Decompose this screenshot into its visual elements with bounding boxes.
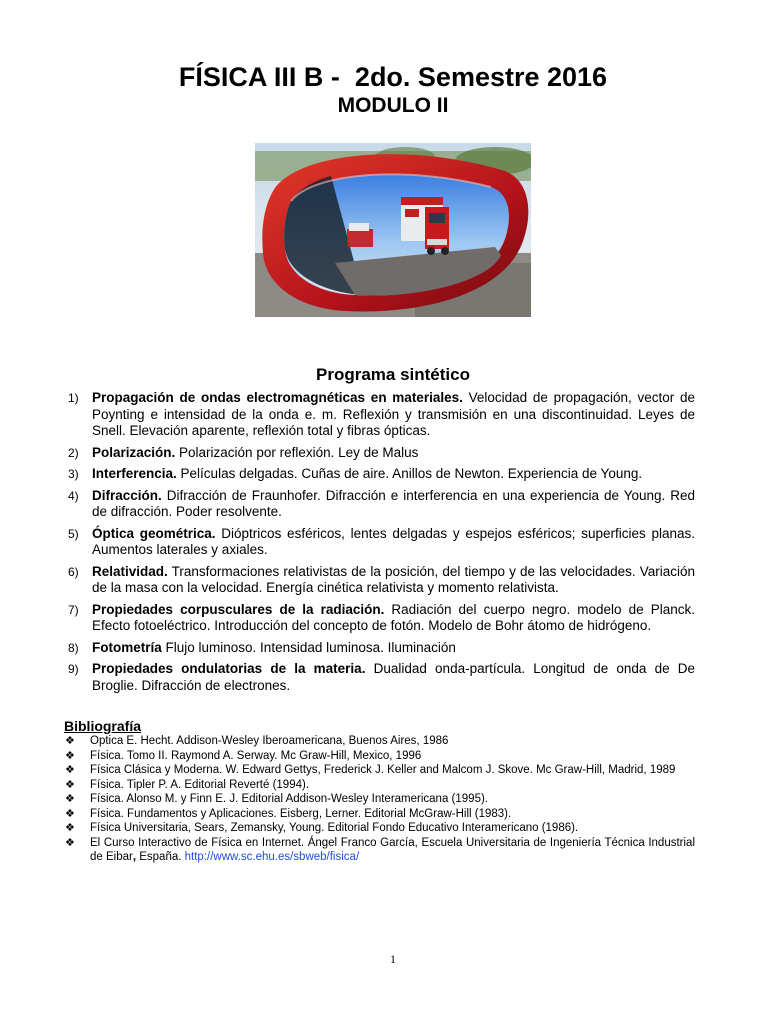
bibliography-entry-comma: , [132, 851, 137, 863]
topic-number: 6) [68, 564, 79, 579]
bibliography-entry [64, 749, 695, 764]
bibliography-entry [64, 778, 695, 793]
program-topic [64, 445, 695, 462]
bibliography-entry [64, 807, 695, 822]
topic-number: 2) [68, 445, 79, 460]
topic-description: Radiación del cuerpo negro. modelo de Planck. Efecto fotoeléctrico. Introducción del concepto de fotón. Modelo de Bohr átomo de hidrógeno. [92, 601, 695, 633]
diamond-bullet-icon: ❖ [65, 836, 75, 849]
program-topic [64, 488, 695, 521]
bibliography-entry [64, 836, 695, 865]
topic-number: 4) [68, 488, 79, 503]
diamond-bullet-icon: ❖ [65, 735, 75, 747]
program-topic [64, 640, 695, 657]
topic-description: Polarización por reflexión. Ley de Malus [175, 444, 419, 460]
topic-description: Dualidad onda-partícula. Longitud de onda de De Broglie. Difracción de electrones. [92, 661, 695, 693]
document-subtitle: MODULO II [337, 94, 449, 117]
diamond-bullet-icon: ❖ [65, 778, 75, 791]
bibliography-entry [64, 763, 695, 778]
topic-description: Transformaciones relativistas de la posición, del tiempo y de las velocidades. Variación de la masa con la velocidad. Energía cinética relativista y momento relativista. [92, 563, 695, 595]
bibliography-entry-text: Física. Alonso M. y Finn E. J. Editorial Addison-Wesley Interamericana (1995). [90, 793, 488, 805]
bibliography-list [64, 734, 695, 865]
topic-name: Relatividad. [92, 563, 168, 579]
program-topic-list [64, 390, 695, 699]
bibliography-entry-text: El Curso Interactivo de Física en Internet. Ángel Franco García, Escuela Universitaria de Ingeniería Técnica Industrial de Eibar [90, 836, 695, 863]
program-topic [64, 526, 695, 559]
topic-number: 5) [68, 526, 79, 541]
topic-name: Propiedades corpusculares de la radiación. [92, 601, 385, 617]
bibliography-entry-text: Física. Tomo II. Raymond A. Serway. Mc Graw-Hill, Mexico, 1996 [90, 749, 422, 762]
bibliography-entry-text: Física. Tipler P. A. Editorial Reverté (1994). [90, 778, 310, 791]
bibliography-entry-text: Física Clásica y Moderna. W. Edward Gettys, Frederick J. Keller and Malcom J. Skove. Mc Graw-Hill, Madrid, 1989 [90, 764, 676, 776]
diamond-bullet-icon: ❖ [65, 749, 75, 762]
bibliography-entry-country: España. [136, 851, 185, 863]
topic-description: Velocidad de propagación, vector de Poynting e intensidad de la onda e. m. Reflexión y transmisión en una discontinuidad. Leyes de Snell. Elevación aparente, reflexión total y fibras ópticas. [92, 390, 695, 438]
topic-description: Películas delgadas. Cuñas de aire. Anillos de Newton. Experiencia de Young. [176, 466, 643, 481]
topic-name: Propiedades ondulatorias de la materia. [92, 661, 366, 676]
fisica-course-link[interactable]: http://www.sc.ehu.es/sbweb/fisica/ [184, 851, 360, 863]
side-mirror-truck-photo [255, 143, 531, 317]
topic-number: 1) [68, 391, 79, 405]
program-topic [64, 602, 695, 635]
diamond-bullet-icon: ❖ [65, 764, 75, 776]
topic-name: Interferencia. [92, 466, 177, 481]
topic-name: Difracción. [92, 487, 162, 503]
topic-name: Fotometría [92, 639, 162, 655]
bibliography-entry [64, 792, 695, 807]
bibliography-entry-text: Física. Fundamentos y Aplicaciones. Eisberg, Lerner. Editorial McGraw-Hill (1983). [90, 807, 512, 820]
topic-number: 3) [68, 467, 79, 481]
program-topic [64, 661, 695, 694]
topic-name: Propagación de ondas electromagnéticas en materiales. [92, 390, 463, 405]
topic-number: 7) [68, 602, 79, 617]
program-heading: Programa sintético [316, 365, 470, 384]
topic-name: Polarización. [92, 444, 176, 460]
bibliography-entry [64, 821, 695, 836]
program-topic [64, 466, 695, 483]
bibliography-entry-text: Física Universitaria, Sears, Zemansky, Young. Editorial Fondo Educativo Interamericano (1986). [90, 822, 579, 834]
topic-name: Óptica geométrica. [92, 525, 216, 541]
bibliography-entry [64, 734, 695, 749]
topic-number: 8) [68, 640, 79, 655]
topic-description: Flujo luminoso. Intensidad luminosa. Iluminación [161, 639, 456, 655]
diamond-bullet-icon: ❖ [65, 822, 75, 834]
topic-description: Difracción de Fraunhofer. Difracción e interferencia en una experiencia de Young. Red de difracción. Poder resolvente. [92, 487, 695, 519]
document-title: FÍSICA III B - 2do. Semestre 2016 [178, 62, 608, 92]
page-number: 1 [390, 952, 396, 966]
bibliography-entry-text: Optica E. Hecht. Addison-Wesley Iberoamericana, Buenos Aires, 1986 [90, 735, 449, 747]
diamond-bullet-icon: ❖ [65, 807, 75, 820]
program-topic [64, 390, 695, 440]
program-topic [64, 564, 695, 597]
topic-number: 9) [68, 662, 79, 676]
topic-description: Dióptricos esféricos, lentes delgadas y espejos esféricos; superficies planas. Aumentos laterales y axiales. [92, 525, 695, 557]
diamond-bullet-icon: ❖ [65, 793, 75, 805]
bibliography-heading: Bibliografía [64, 718, 142, 734]
